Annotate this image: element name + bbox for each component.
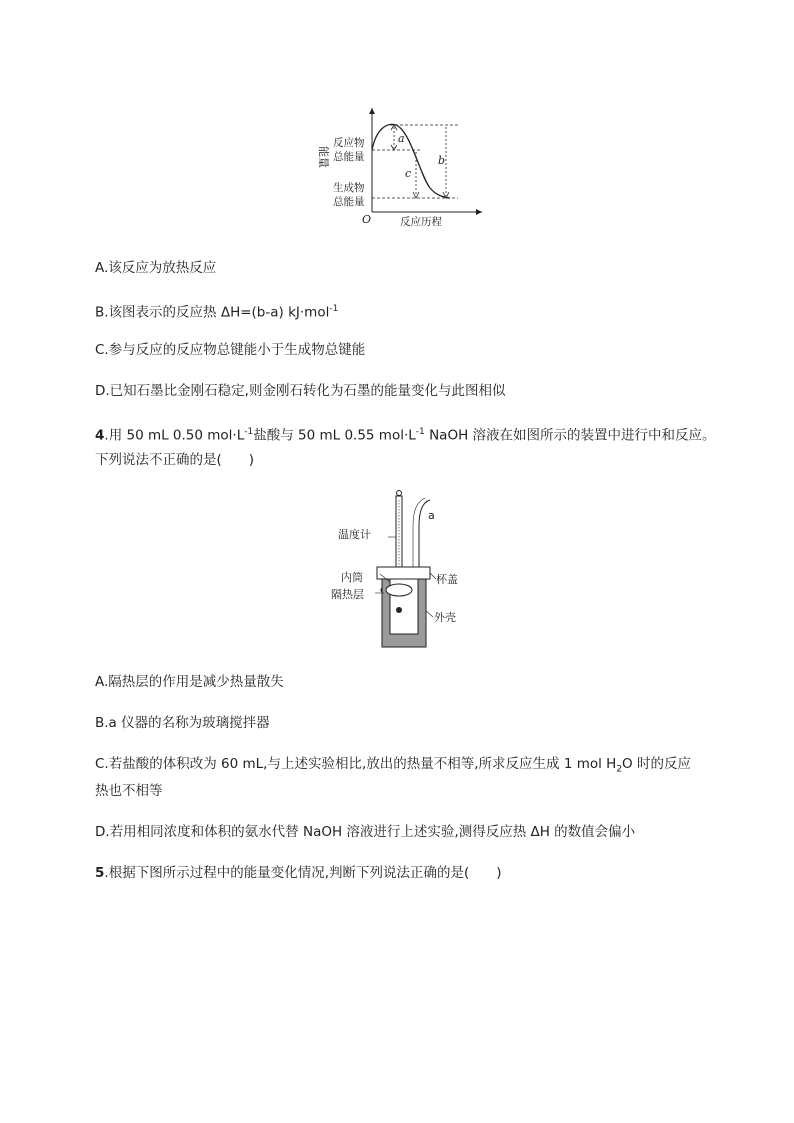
q4-option-c: C.若盐酸的体积改为 60 mL,与上述实验相比,放出的热量不相等,所求反应生成 1 mol $H_2O$ 时的反应 bbox=[95, 756, 691, 775]
label-c: c bbox=[405, 167, 412, 180]
q4-option-b: B.a 仪器的名称为玻璃搅拌器 bbox=[95, 715, 270, 731]
outer-shell-label: 外壳 bbox=[434, 611, 456, 624]
q4-option-c-line2: 热也不相等 bbox=[95, 783, 163, 799]
product-label-2: 总能量 bbox=[333, 196, 365, 208]
calorimeter-diagram bbox=[325, 486, 475, 652]
product-label-1: 生成物 bbox=[333, 182, 365, 194]
q3-option-d: D.已知石墨比金刚石稳定,则金刚石转化为石墨的能量变化与此图相似 bbox=[95, 383, 506, 399]
q3-option-b: B.该图表示的反应热 ΔH=(b-a) kJ·mol$^{-1}$ bbox=[95, 304, 339, 321]
origin-label: O bbox=[362, 213, 372, 226]
q4-stem: 4.用 50 mL 0.50 $mol\cdot L^{-1}$盐酸与 50 mL 0.55 $mol\cdot L^{-1}$ NaOH 溶液在如图所示的装置中进行中和反应。 bbox=[95, 427, 716, 444]
q5-stem: 5.根据下图所示过程中的能量变化情况,判断下列说法正确的是( ) bbox=[95, 865, 502, 881]
q5-number: 5 bbox=[95, 865, 105, 881]
inner-cup-label: 内筒 bbox=[341, 571, 363, 584]
x-axis-label: 反应历程 bbox=[400, 216, 442, 228]
thermometer-label: 温度计 bbox=[338, 528, 371, 541]
label-b: b bbox=[438, 154, 446, 167]
lid-label: 杯盖 bbox=[436, 573, 458, 586]
q4-option-a: A.隔热层的作用是减少热量散失 bbox=[95, 674, 284, 690]
q3-option-c: C.参与反应的反应物总键能小于生成物总键能 bbox=[95, 342, 366, 358]
cup-lid bbox=[377, 567, 430, 579]
q4-stem-line2: 下列说法不正确的是( ) bbox=[95, 452, 255, 468]
q4-number: 4 bbox=[95, 427, 105, 444]
q3-option-a: A.该反应为放热反应 bbox=[95, 260, 217, 276]
label-a: a bbox=[398, 132, 405, 145]
q4-option-d: D.若用相同浓度和体积的氨水代替 NaOH 溶液进行上述实验,测得反应热 ΔH 的数值会偏小 bbox=[95, 824, 636, 840]
y-axis-label: 能量 bbox=[317, 146, 330, 168]
reactant-label-1: 反应物 bbox=[333, 137, 365, 149]
energy-diagram bbox=[310, 100, 490, 232]
label-a-stirrer: a bbox=[428, 509, 435, 522]
insulation-label: 隔热层 bbox=[331, 588, 364, 601]
reactant-label-2: 总能量 bbox=[333, 151, 365, 163]
